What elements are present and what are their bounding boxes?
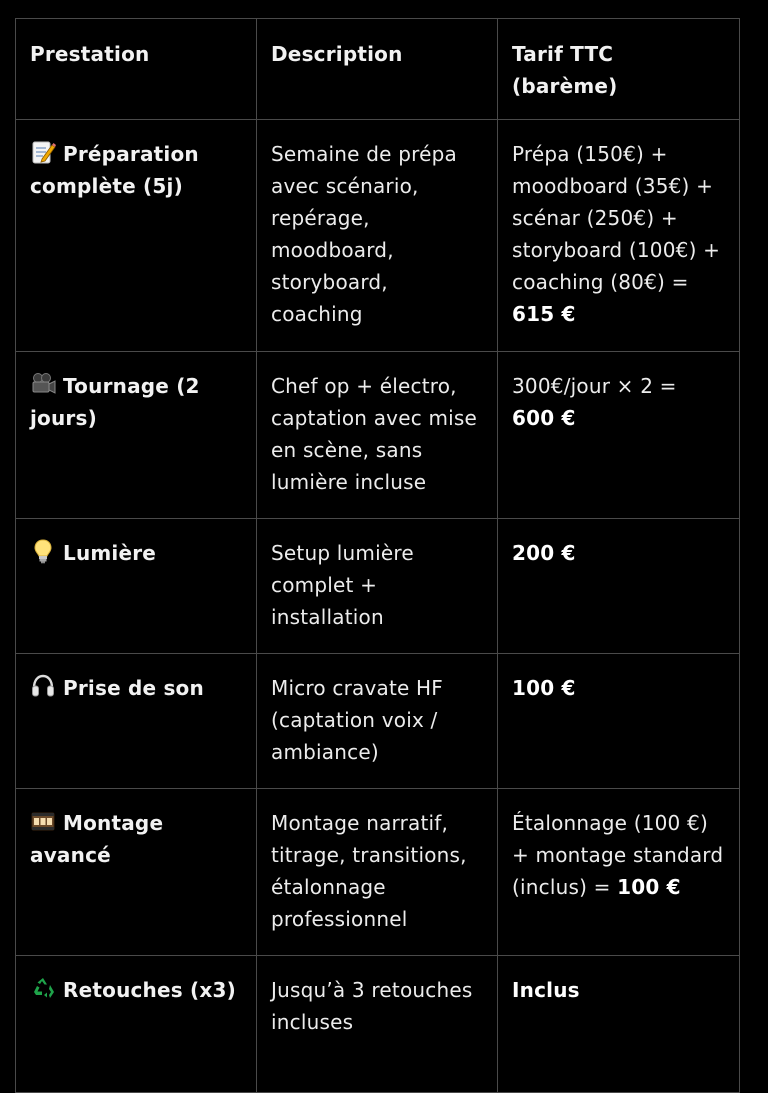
description-cell: Micro cravate HF (captation voix / ambiance) [257, 654, 498, 789]
movie-camera-icon [30, 371, 56, 397]
description-cell: Setup lumière complet + installation [257, 519, 498, 654]
recycle-icon [30, 975, 56, 1001]
prestation-cell [16, 956, 257, 1093]
table-row [16, 654, 740, 789]
description-cell: Chef op + électro, captation avec mise en scène, sans lumière incluse [257, 352, 498, 519]
price-total: 600 € [512, 406, 576, 430]
price-total: 615 € [512, 302, 576, 326]
price-detail: Prépa (150€) + moodboard (35€) + scénar (250€) + storyboard (100€) + coaching (80€) = [512, 142, 721, 294]
headphones-icon [30, 673, 56, 699]
prestation-name: Lumière [63, 541, 157, 565]
table-header-row [16, 19, 740, 120]
price-cell [498, 120, 740, 352]
prestation-name: Prise de son [63, 676, 204, 700]
memo-icon [30, 139, 56, 165]
table-row [16, 519, 740, 654]
price-total: 200 € [512, 541, 576, 565]
price-total: Inclus [512, 978, 580, 1002]
description-cell: Jusqu’à 3 retouches incluses [257, 956, 498, 1093]
pricing-table-container [15, 18, 739, 1093]
header-prestation: Prestation [16, 19, 257, 120]
prestation-name: Préparation complète (5j) [30, 142, 199, 198]
light-bulb-icon [30, 538, 56, 564]
table-row [16, 120, 740, 352]
prestation-name: Retouches (x3) [63, 978, 236, 1002]
price-total: 100 € [512, 676, 576, 700]
description-cell: Montage narratif, titrage, transitions, étalonnage professionnel [257, 789, 498, 956]
price-detail: Étalonnage (100 €) + montage standard (inclus) = [512, 811, 724, 899]
price-cell [498, 654, 740, 789]
prestation-cell [16, 120, 257, 352]
table-row [16, 352, 740, 519]
prestation-cell [16, 519, 257, 654]
film-frames-icon [30, 808, 56, 834]
price-cell [498, 519, 740, 654]
price-detail: 300€/jour × 2 = [512, 374, 677, 398]
table-row [16, 789, 740, 956]
price-cell [498, 352, 740, 519]
prestation-cell [16, 654, 257, 789]
price-cell [498, 956, 740, 1093]
price-total: 100 € [617, 875, 681, 899]
table-row [16, 956, 740, 1093]
price-cell [498, 789, 740, 956]
header-tarif: Tarif TTC (barème) [498, 19, 740, 120]
header-description: Description [257, 19, 498, 120]
prestation-name: Tournage (2 jours) [30, 374, 200, 430]
prestation-cell [16, 789, 257, 956]
prestation-name: Montage avancé [30, 811, 164, 867]
prestation-cell [16, 352, 257, 519]
pricing-table [15, 18, 740, 1093]
description-cell: Semaine de prépa avec scénario, repérage, moodboard, storyboard, coaching [257, 120, 498, 352]
